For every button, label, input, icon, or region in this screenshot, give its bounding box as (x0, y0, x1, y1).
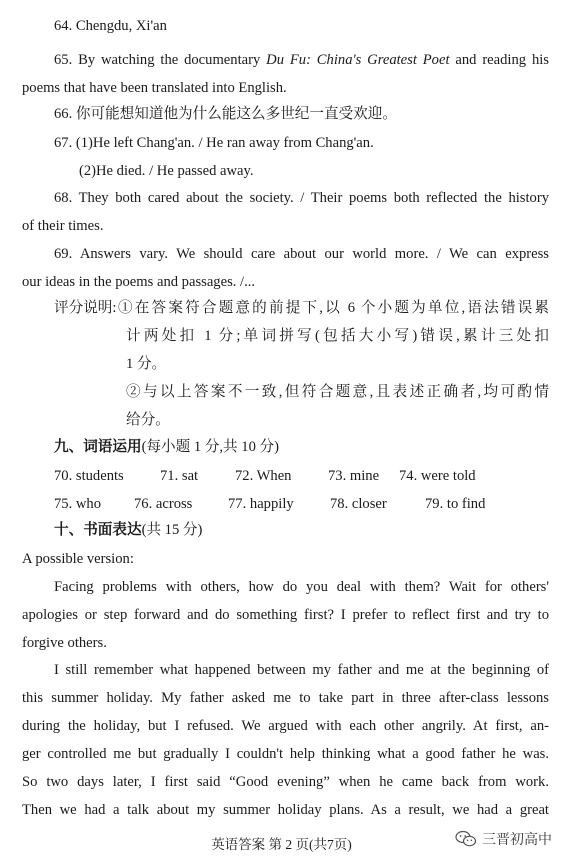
possible-version-label: A possible version: (22, 551, 134, 567)
essay-p1-line2: apologies or step forward and do something first? I prefer to reflect first and try to (22, 607, 549, 623)
section-9-note: (每小题 1 分,共 10 分) (141, 439, 279, 455)
vocab-answer-70: 70. students (54, 468, 124, 484)
vocab-row-2 (54, 495, 485, 513)
vocab-answer-73: 73. mine (328, 468, 380, 484)
answer-69-line2: our ideas in the poems and passages. /... (22, 274, 256, 290)
section-9-heading (54, 438, 279, 456)
watermark-text: 三晋初高中 (482, 832, 552, 848)
scoring-item1-line2: 计两处扣 1 分;单词拼写(包括大小写)错误,累计三处扣 (126, 328, 549, 344)
vocab-answer-76: 76. across (134, 496, 193, 512)
essay-p1-line3: forgive others. (22, 635, 107, 651)
answer-65-line1 (54, 51, 549, 69)
section-10-title: 十、书面表达 (54, 522, 142, 538)
vocab-answer-75: 75. who (54, 496, 102, 512)
answer-65-line2: poems that have been translated into English. (22, 80, 287, 96)
answer-67-part2: (2)He died. / He passed away. (79, 163, 254, 179)
essay-p2-line2: this summer holiday. My father asked me to take part in three after-class lessons (22, 690, 549, 706)
scoring-item2-line2: 给分。 (126, 412, 170, 428)
essay-p2-line5: So two days later, I first said “Good evening” when he came back from work. (22, 774, 549, 790)
documentary-title: Du Fu: China's Greatest Poet (266, 52, 450, 68)
essay-p1-line1: Facing problems with others, how do you deal with them? Wait for others' (54, 579, 549, 595)
watermark (455, 829, 552, 849)
scoring-item1-line3: 1 分。 (126, 356, 167, 372)
answer-65-post: and reading his (449, 52, 549, 68)
section-10-note: (共 15 分) (141, 522, 203, 538)
section-9-title: 九、词语运用 (54, 439, 142, 455)
vocab-answer-71: 71. sat (160, 468, 199, 484)
scoring-label: 评分说明: (54, 300, 117, 316)
wechat-icon (455, 830, 477, 848)
page-footer: 英语答案 第 2 页(共7页) (211, 837, 352, 852)
answer-68-line1: 68. They both cared about the society. / Their poems both reflected the history (54, 190, 549, 206)
answer-64: 64. Chengdu, Xi'an (54, 18, 167, 34)
answer-68-line2: of their times. (22, 218, 104, 234)
vocab-answer-72: 72. When (235, 468, 292, 484)
essay-p2-line4: ger controlled me but gradually I couldn't help thinking what a good father he was. (22, 746, 549, 762)
answer-66: 66. 你可能想知道他为什么能这么多世纪一直受欢迎。 (54, 106, 397, 122)
vocab-answer-79: 79. to find (425, 496, 486, 512)
vocab-answer-77: 77. happily (228, 496, 294, 512)
answer-67-part1: 67. (1)He left Chang'an. / He ran away from Chang'an. (54, 135, 374, 151)
section-10-heading (54, 521, 202, 539)
vocab-row-1 (54, 467, 476, 485)
vocab-answer-74: 74. were told (399, 468, 476, 484)
essay-p2-line3: during the holiday, but I refused. We argued with each other angrily. At first, an- (22, 718, 549, 734)
answer-65-pre: 65. By watching the documentary (54, 52, 267, 68)
essay-p2-line6: Then we had a talk about my summer holiday plans. As a result, we had a great (22, 802, 549, 818)
answer-69-line1: 69. Answers vary. We should care about our world more. / We can express (54, 246, 549, 262)
scoring-item1-line1: ①在答案符合题意的前提下,以 6 个小题为单位,语法错误累 (118, 300, 549, 316)
scoring-item2-line1: ②与以上答案不一致,但符合题意,且表述正确者,均可酌情 (126, 384, 549, 400)
vocab-answer-78: 78. closer (330, 496, 387, 512)
essay-p2-line1: I still remember what happened between my father and me at the beginning of (54, 662, 549, 678)
